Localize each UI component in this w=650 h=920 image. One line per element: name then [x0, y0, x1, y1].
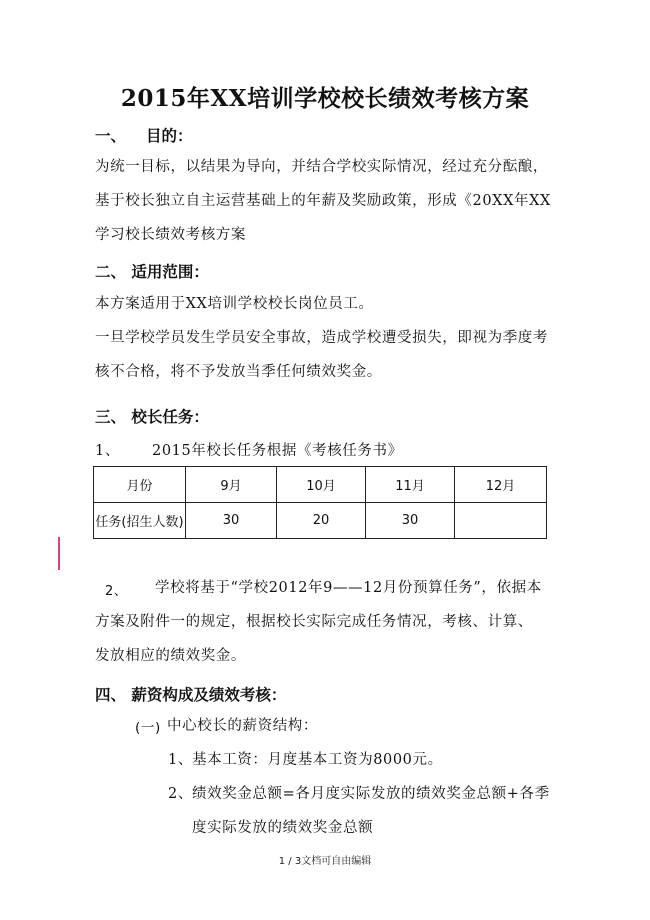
page-title: 2015年XX培训学校校长绩效考核方案 — [120, 85, 530, 112]
table-cell-sep: 30 — [186, 503, 277, 539]
table-cell-dec — [455, 503, 547, 539]
page-footer: 1 / 3文档可自由编辑 — [278, 856, 372, 867]
table-header-nov: 11月 — [366, 467, 455, 503]
section-3-item-2-line-3: 发放相应的绩效奖金。 — [95, 648, 246, 664]
section-4-item-2-line-1: 绩效奖金总额=各月度实际发放的绩效奖金总额+各季 — [192, 786, 550, 802]
section-1-line-3: 学习校长绩效考核方案 — [95, 227, 246, 243]
section-3-heading: 三、 校长任务： — [95, 408, 209, 426]
task-table-header-row — [94, 467, 547, 503]
section-4-item-1-number: 1、 — [168, 752, 193, 768]
section-2-line-1: 本方案适用于XX培训学校校长岗位员工。 — [95, 296, 374, 312]
table-header-sep: 9月 — [186, 467, 277, 503]
section-4-item-2-number: 2、 — [168, 786, 193, 802]
task-table — [93, 466, 547, 539]
table-header-month: 月份 — [94, 467, 186, 503]
section-3-item-2-line-1: 学校将基于“学校2012年9——12月份预算任务”，依据本 — [155, 580, 542, 596]
table-cell-nov: 30 — [366, 503, 455, 539]
section-3-item-2-number: 2、 — [105, 584, 128, 599]
section-4-sub-number: (一) — [135, 720, 161, 736]
section-2-line-2: 一旦学校学员发生学员安全事故，造成学校遭受损失，即视为季度考 — [95, 330, 548, 346]
section-1-heading: 目的： — [146, 127, 193, 145]
section-1-number: 一、 — [95, 127, 127, 145]
section-3-item-1-text: 2015年校长任务根据《考核任务书》 — [152, 443, 403, 459]
table-cell-oct: 20 — [277, 503, 366, 539]
table-row-label: 任务(招生人数) — [94, 503, 186, 539]
section-4-item-1-text: 基本工资：月度基本工资为8000元。 — [192, 752, 443, 768]
section-4-item-2-line-2: 度实际发放的绩效奖金总额 — [192, 820, 374, 836]
text-cursor — [58, 537, 60, 570]
section-3-item-1-number: 1、 — [95, 443, 120, 459]
section-1-line-2: 基于校长独立自主运营基础上的年薪及奖励政策，形成《20XX年XX — [95, 193, 551, 209]
section-4-sub-heading: 中心校长的薪资结构： — [167, 718, 318, 734]
section-4-heading: 四、 薪资构成及绩效考核： — [95, 686, 287, 704]
section-1-line-1: 为统一目标，以结果为导向，并结合学校实际情况，经过充分酝酿， — [95, 159, 548, 175]
section-2-heading: 二、 适用范围： — [95, 263, 209, 281]
table-header-dec: 12月 — [455, 467, 547, 503]
table-header-oct: 10月 — [277, 467, 366, 503]
task-table-row — [94, 503, 547, 539]
section-2-line-3: 核不合格，将不予发放当季任何绩效奖金。 — [95, 364, 382, 380]
section-3-item-2-line-2: 方案及附件一的规定，根据校长实际完成任务情况，考核、计算、 — [95, 614, 533, 630]
